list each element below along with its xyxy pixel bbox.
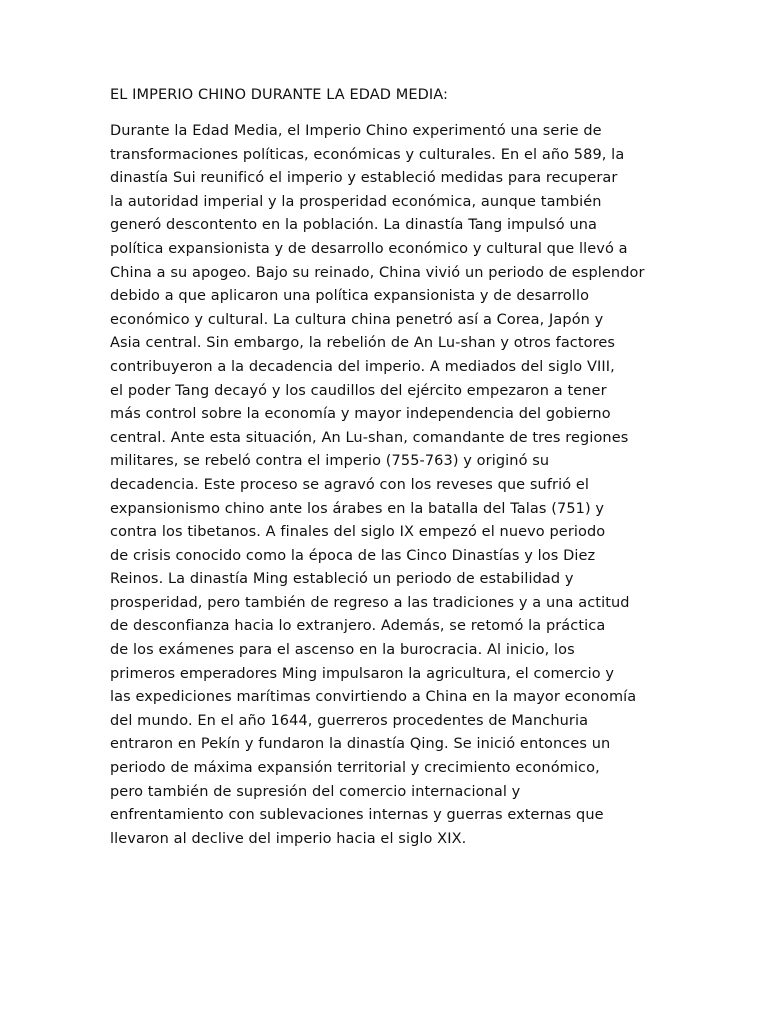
body-line: central. Ante esta situación, An Lu-shan, comandante de tres regiones	[110, 429, 629, 446]
body-line: dinastía Sui reunificó el imperio y estableció medidas para recuperar	[110, 170, 618, 187]
body-line: prosperidad, pero también de regreso a las tradiciones y a una actitud	[110, 594, 630, 611]
body-line: debido a que aplicaron una política expansionista y de desarrollo	[110, 288, 590, 305]
body-line: contra los tibetanos. A finales del siglo IX empezó el nuevo periodo	[110, 524, 606, 541]
body-line: la autoridad imperial y la prosperidad económica, aunque también	[110, 193, 602, 210]
body-line: periodo de máxima expansión territorial y crecimiento económico,	[110, 760, 600, 777]
body-line: transformaciones políticas, económicas y culturales. En el año 589, la	[110, 146, 625, 163]
body-line: pero también de supresión del comercio internacional y	[110, 783, 521, 800]
body-line: decadencia. Este proceso se agravó con los reveses que sufrió el	[110, 476, 590, 493]
body-line: las expediciones marítimas convirtiendo a China en la mayor economía	[110, 689, 637, 706]
body-line: primeros emperadores Ming impulsaron la agricultura, el comercio y	[110, 665, 615, 682]
body-line: más control sobre la economía y mayor independencia del gobierno	[110, 406, 611, 423]
document-title: EL IMPERIO CHINO DURANTE LA EDAD MEDIA:	[110, 87, 449, 103]
body-line: de crisis conocido como la época de las Cinco Dinastías y los Diez	[110, 547, 596, 564]
body-line: Asia central. Sin embargo, la rebelión de An Lu-shan y otros factores	[110, 335, 616, 352]
body-line: Reinos. La dinastía Ming estableció un periodo de estabilidad y	[110, 571, 574, 588]
body-line: militares, se rebeló contra el imperio (755-763) y originó su	[110, 453, 550, 470]
body-line: expansionismo chino ante los árabes en la batalla del Talas (751) y	[110, 500, 605, 517]
body-line: China a su apogeo. Bajo su reinado, China vivió un periodo de esplendor	[110, 264, 645, 281]
body-line: del mundo. En el año 1644, guerreros procedentes de Manchuria	[110, 712, 589, 729]
body-line: económico y cultural. La cultura china penetró así a Corea, Japón y	[110, 311, 604, 328]
body-line: llevaron al declive del imperio hacia el siglo XIX.	[110, 830, 467, 847]
body-line: entraron en Pekín y fundaron la dinastía Qing. Se inició entonces un	[110, 736, 611, 753]
body-line: de desconfianza hacia lo extranjero. Además, se retomó la práctica	[110, 618, 606, 635]
body-line: política expansionista y de desarrollo económico y cultural que llevó a	[110, 240, 628, 257]
body-line: Durante la Edad Media, el Imperio Chino experimentó una serie de	[110, 123, 602, 139]
body-line: de los exámenes para el ascenso en la burocracia. Al inicio, los	[110, 642, 575, 659]
body-line: el poder Tang decayó y los caudillos del ejército empezaron a tener	[110, 382, 607, 399]
body-line: generó descontento en la población. La dinastía Tang impulsó una	[110, 217, 598, 234]
body-line: contribuyeron a la decadencia del imperio. A mediados del siglo VIII,	[110, 358, 615, 375]
body-line: enfrentamiento con sublevaciones internas y guerras externas que	[110, 807, 604, 824]
document-body	[110, 120, 670, 851]
